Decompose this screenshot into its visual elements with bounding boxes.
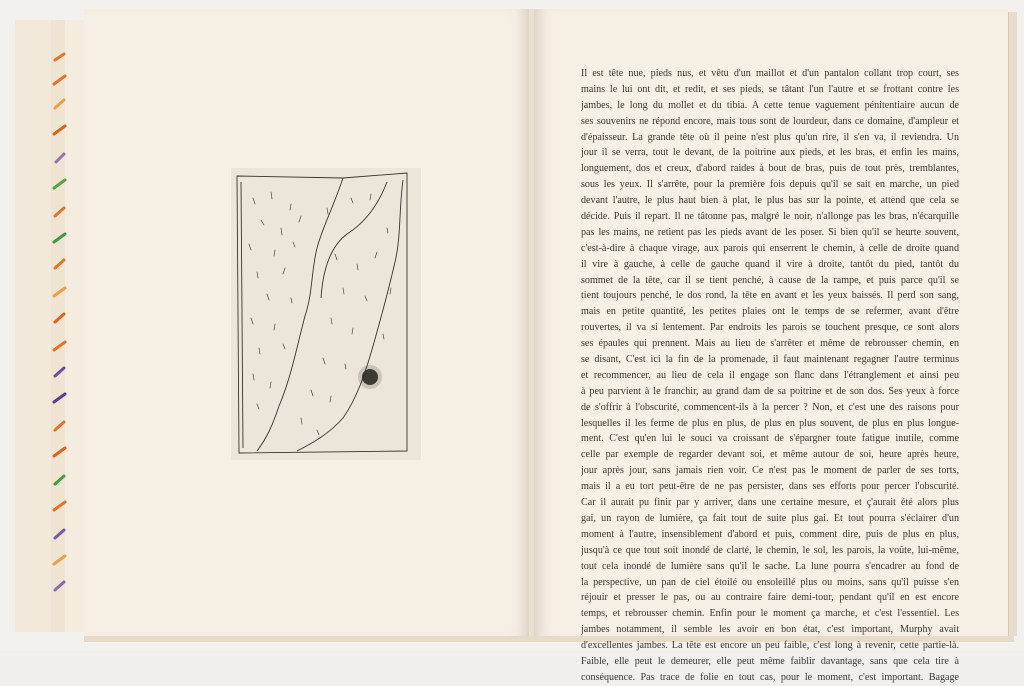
front-leaf [65, 20, 86, 632]
text-line: celle par exemple de regarder devant soi, et même autour de soi, heure après heure, [581, 449, 959, 461]
text-line: d'excellentes jambes. La tête est encore un peu faible, c'est long à revenir, cette partie-là. [581, 640, 959, 652]
etching-plate [231, 168, 421, 460]
text-line: conséquence. Pas trace de folie en tout cas, pour le moment, c'est important. Bagage [581, 671, 959, 683]
text-line: d'épaisseur. La grande tête où il peine n'est plus qu'un rire, il s'en va, il reviendra. Un [581, 131, 959, 143]
text-line: mais il a eu tort peut-être de ne pas persister, dans ses efforts pour percer l'obscurité. [581, 481, 959, 493]
closed-page-stack [15, 20, 85, 632]
etching-drawing [231, 168, 421, 460]
text-line: Car il aurait pu finir par y arriver, dans une certaine mesure, et ç'aurait été alors plus [581, 497, 959, 509]
text-line: c'est-à-dire à chaque virage, aux parois qui enserrent le chemin, à celle de droite quand [581, 242, 959, 254]
page-edges-right [1008, 12, 1017, 636]
text-line: jour il se verra, tout le devant, de la poitrine aux pieds, et les bras, et enfin les mains, [581, 147, 959, 159]
text-line: Il est tête nue, pieds nus, et vêtu d'un maillot et d'un pantalon collant trop court, ses [581, 68, 959, 79]
text-line: la perspective, un pan de ciel étoilé ou ensoleillé plus ou moins, sans qu'il puisse s'en [581, 576, 959, 588]
text-line: sommet de la tête, car il se tient penché, à cause de la rampe, et puis parce qu'il se [581, 274, 959, 286]
text-line: Faible, elle peut le demeurer, elle peut même faiblir davantage, sans que cela tire à [581, 655, 959, 667]
text-line: longuement, dos et creux, d'abord raides à bout de bras, puis de tout près, tremblantes, [581, 163, 959, 175]
text-line: temps, et rebrousser chemin. Enfin pour le moment ça marche, et c'est l'essentiel. Les [581, 608, 959, 620]
text-line: réjouir et presser le pas, ou au contraire faire demi-tour, pendant qu'il en est encore [581, 592, 959, 604]
text-line: ses souvenirs ne répond encore, mais tous sont de lourdeur, dans ce domaine, d'ampleur et [581, 115, 959, 127]
text-line: lesquelles il les ferme de plus en plus, de plus en plus souvent, de plus en plus longue- [581, 417, 959, 429]
text-line: et recommencer, au lieu de cela il engage son flanc dans l'étranglement et ainsi peu [581, 369, 959, 381]
text-line: de s'offrir à l'obscurité, commencent-ils à la percer ? Non, et c'est une des raisons pour [581, 401, 959, 413]
text-line: ment. C'est qu'en lui le souci va croissant de s'épargner toute fatigue inutile, comme [581, 433, 959, 445]
text-line: décide. Puis il repart. Il ne tâtonne pas, malgré le noir, n'allonge pas les bras, n'écarquille [581, 211, 959, 223]
text-line: jambes notamment, il semble les avoir en bon état, c'est important, Murphy avait [581, 624, 959, 636]
text-line: jour après jour, sans jamais rien voir. Ce n'est pas le moment de parler de ses torts, [581, 465, 959, 477]
back-leaf [15, 20, 52, 632]
text-line: mains le lui ont dit, et redit, et ses pieds, se tâtant l'un l'autre et se frottant contre les [581, 83, 959, 95]
text-line: il vire à gauche, à celle de gauche quand il vire à droite, tantôt du pied, tantôt du [581, 258, 959, 270]
text-line: tient toujours penché, le dos rond, la tête en avant et les yeux baissés. Il perd son sang, [581, 290, 959, 302]
text-line: à peu parvient à le franchir, au grand dam de sa poitrine et de son dos. Ses yeux à force [581, 385, 959, 397]
text-line: pas les mains, ne retient pas les pieds avant de les poser. Si bien qu'il se heurte souvent, [581, 226, 959, 238]
text-line: devant l'autre, le plus haut bien à plat, le plus bas sur la pointe, et attend que cela se [581, 195, 959, 207]
text-line: ses épaules qui prennent. Mais au lieu de s'arrêter et même de rebrousser chemin, en [581, 338, 959, 350]
text-line: rouvertes, il va si lentement. Par endroits les parois se touchent presque, ce sont alors [581, 322, 959, 334]
text-line: jusqu'à ce que tout soit inondé de clarté, le chemin, le sol, les parois, la voûte, lui-même, [581, 544, 959, 556]
colored-page-edges [52, 50, 68, 602]
text-line: se disant, C'est ici la fin de la promenade, il faut maintenant regagner l'autre terminus [581, 354, 959, 366]
text-line: moment à l'autre, insensiblement d'abord et puis, comment dire, puis de plus en plus, [581, 528, 959, 540]
text-line: mais en petite quantité, les petites plaies ont le temps de se refermer, avant d'être [581, 306, 959, 318]
page-text [581, 66, 959, 683]
text-line: gai, un rayon de lumière, ça fait tout de suite plus gai. Et tout pourra s'éclairer d'un [581, 512, 959, 524]
text-line: tout cela inondé de lumière sans qu'il le sache. La lune pourra s'encadrer au fond de [581, 560, 959, 572]
text-line: sous les yeux. Il s'arrête, pour la première fois depuis qu'il se sait en marche, un pied [581, 179, 959, 191]
text-line: jambes, le long du mollet et du tibia. A cette tenue vaguement pénitentiaire aucun de [581, 99, 959, 111]
